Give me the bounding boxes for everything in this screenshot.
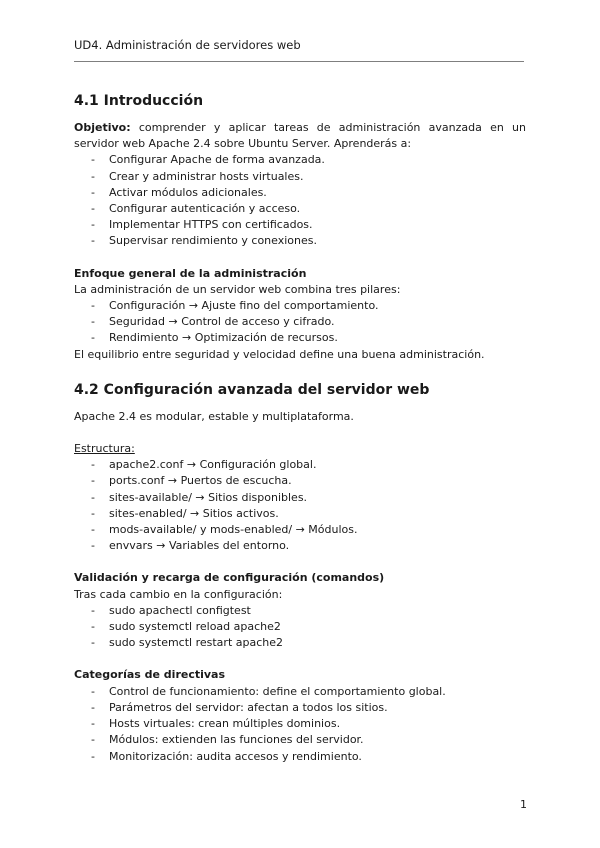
focus-list <box>74 298 526 347</box>
bullet-dash: - <box>91 700 95 714</box>
validation-intro: Tras cada cambio en la configuración: <box>74 587 283 601</box>
list-item <box>74 490 526 506</box>
bullet-dash: - <box>91 506 95 520</box>
list-item-text: Activar módulos adicionales. <box>109 185 267 199</box>
validation-list <box>74 603 526 652</box>
validation-heading: Validación y recarga de configuración (comandos) <box>74 571 385 585</box>
bullet-dash: - <box>91 299 95 313</box>
list-item-text: apache2.conf → Configuración global. <box>109 458 317 472</box>
list-item-text: envvars → Variables del entorno. <box>109 539 290 553</box>
list-item <box>74 169 526 185</box>
bullet-dash: - <box>91 331 95 345</box>
structure-heading: Estructura: <box>74 442 135 456</box>
list-item <box>74 233 526 249</box>
header-divider <box>74 61 524 62</box>
config-intro: Apache 2.4 es modular, estable y multiplataforma. <box>74 409 354 423</box>
section-heading-config: 4.2 Configuración avanzada del servidor web <box>74 381 430 398</box>
bullet-dash: - <box>91 458 95 472</box>
bullet-dash: - <box>91 474 95 488</box>
list-item-text: Hosts virtuales: crean múltiples dominios. <box>109 717 341 731</box>
categories-heading: Categorías de directivas <box>74 668 226 682</box>
section-heading-intro: 4.1 Introducción <box>74 93 204 109</box>
list-item-text: Configurar Apache de forma avanzada. <box>109 153 325 167</box>
bullet-dash: - <box>91 717 95 731</box>
objective-paragraph <box>74 120 526 152</box>
list-item <box>74 684 526 700</box>
list-item-text: sudo systemctl restart apache2 <box>109 636 284 650</box>
bullet-dash: - <box>91 218 95 232</box>
list-item <box>74 716 526 732</box>
list-item <box>74 522 526 538</box>
list-item <box>74 619 526 635</box>
list-item-text: Configurar autenticación y acceso. <box>109 202 301 216</box>
bullet-dash: - <box>91 169 95 183</box>
bullet-dash: - <box>91 315 95 329</box>
list-item-text: sudo systemctl reload apache2 <box>109 620 281 634</box>
list-item <box>74 152 526 168</box>
structure-list <box>74 457 526 554</box>
list-item <box>74 732 526 748</box>
bullet-dash: - <box>91 620 95 634</box>
page-number: 1 <box>520 798 527 811</box>
list-item-text: Seguridad → Control de acceso y cifrado. <box>109 315 335 329</box>
bullet-dash: - <box>91 153 95 167</box>
list-item-text: sites-enabled/ → Sitios activos. <box>109 506 279 520</box>
bullet-dash: - <box>91 523 95 537</box>
list-item <box>74 201 526 217</box>
list-item-text: Monitorización: audita accesos y rendimiento. <box>109 749 362 763</box>
bullet-dash: - <box>91 636 95 650</box>
objective-label: Objetivo: <box>74 121 131 134</box>
list-item-text: Parámetros del servidor: afectan a todos los sitios. <box>109 700 388 714</box>
list-item <box>74 700 526 716</box>
page-content <box>74 92 526 765</box>
bullet-dash: - <box>91 185 95 199</box>
bullet-dash: - <box>91 684 95 698</box>
bullet-dash: - <box>91 603 95 617</box>
bullet-dash: - <box>91 539 95 553</box>
list-item-text: sudo apachectl configtest <box>109 603 251 617</box>
focus-heading: Enfoque general de la administración <box>74 266 307 280</box>
list-item-text: Control de funcionamiento: define el comportamiento global. <box>109 684 446 698</box>
list-item-text: Configuración → Ajuste fino del comportamiento. <box>109 299 379 313</box>
focus-intro: La administración de un servidor web combina tres pilares: <box>74 282 401 296</box>
list-item <box>74 298 526 314</box>
objective-list <box>74 152 526 249</box>
list-item <box>74 330 526 346</box>
bullet-dash: - <box>91 749 95 763</box>
list-item-text: Supervisar rendimiento y conexiones. <box>109 234 317 248</box>
list-item <box>74 473 526 489</box>
list-item <box>74 185 526 201</box>
list-item-text: Rendimiento → Optimización de recursos. <box>109 331 338 345</box>
list-item <box>74 314 526 330</box>
list-item-text: sites-available/ → Sitios disponibles. <box>109 490 308 504</box>
bullet-dash: - <box>91 490 95 504</box>
list-item <box>74 749 526 765</box>
list-item <box>74 635 526 651</box>
list-item <box>74 538 526 554</box>
objective-text: comprender y aplicar tareas de administración avanzada en un servidor web Apache 2.4 sobre Ubuntu Server. Aprenderás a: <box>74 121 526 151</box>
list-item <box>74 603 526 619</box>
bullet-dash: - <box>91 733 95 747</box>
focus-outro: El equilibrio entre seguridad y velocidad define una buena administración. <box>74 347 485 361</box>
list-item <box>74 217 526 233</box>
list-item-text: Crear y administrar hosts virtuales. <box>109 169 304 183</box>
list-item <box>74 506 526 522</box>
list-item <box>74 457 526 473</box>
bullet-dash: - <box>91 234 95 248</box>
list-item-text: Módulos: extienden las funciones del servidor. <box>109 733 364 747</box>
page-header: UD4. Administración de servidores web <box>74 38 301 52</box>
list-item-text: mods-available/ y mods-enabled/ → Módulos. <box>109 523 358 537</box>
list-item-text: ports.conf → Puertos de escucha. <box>109 474 292 488</box>
bullet-dash: - <box>91 202 95 216</box>
list-item-text: Implementar HTTPS con certificados. <box>109 218 313 232</box>
categories-list <box>74 684 526 765</box>
